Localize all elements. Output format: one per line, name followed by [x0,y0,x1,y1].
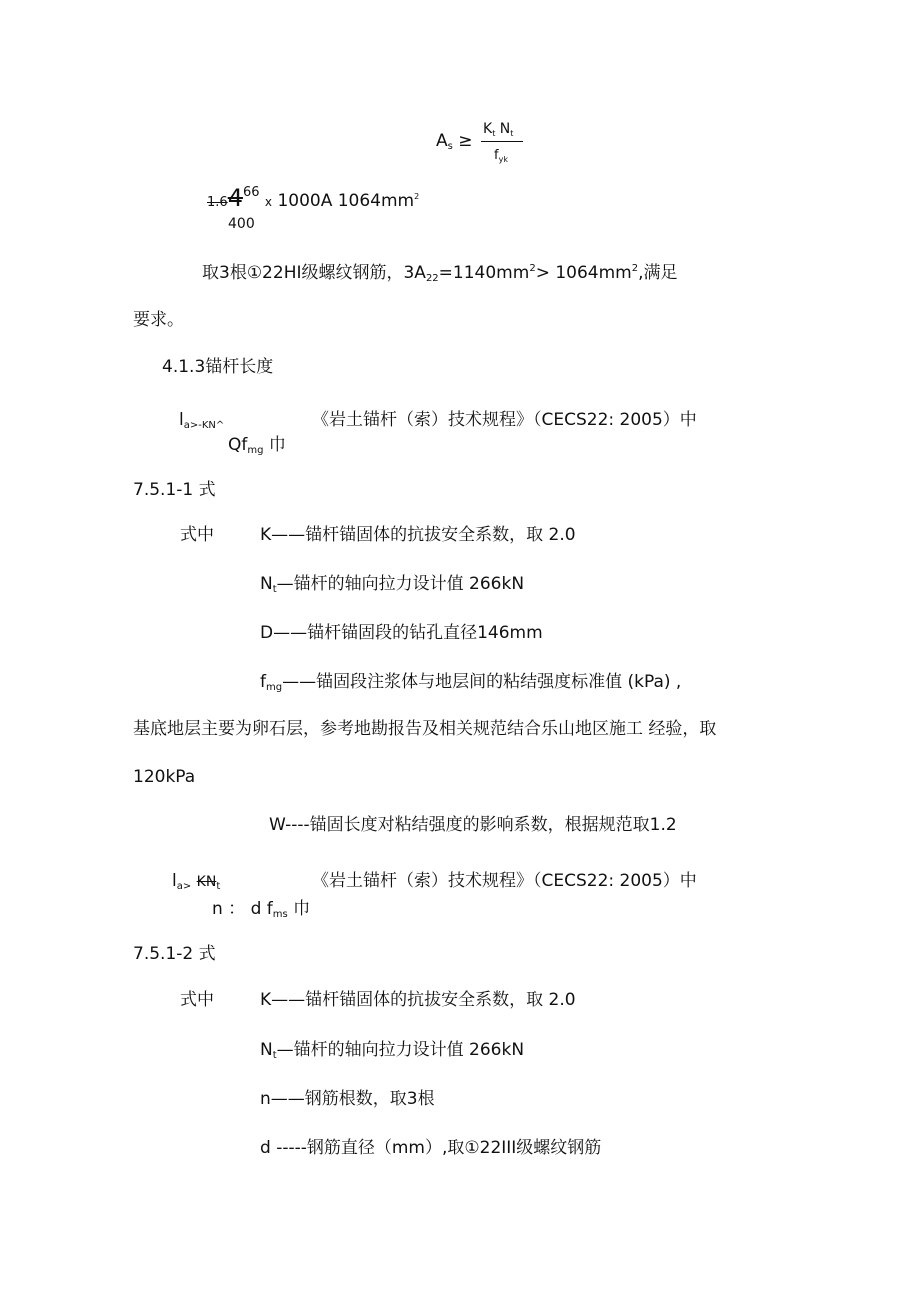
calc-sup2: 2 [414,192,420,201]
p1-sup1: 2 [529,263,536,274]
eq2-kn-sub: t [216,881,221,892]
defs1-cont: 基底地层主要为卵石层，参考地勘报告及相关规范结合乐山地区施工 经验，取 [133,719,717,739]
eq1-denominator [228,437,286,456]
eq2-l: l [172,871,177,891]
defs2-k: K——锚杆锚固体的抗拔安全系数，取 2.0 [260,990,576,1010]
paragraph-rebar-selection [202,264,678,284]
eq2-kn: KN [196,874,217,890]
numerator-k: K [483,121,493,137]
defs1-f-rest: ——锚固段注浆体与地层间的粘结强度标准值 (kPa) , [282,672,682,692]
calc-denominator: 400 [228,216,255,232]
calc-line [207,186,419,210]
p1-mid2: > 1064mm [535,263,632,283]
defs2-intro: 式中 [180,990,214,1010]
defs1-w: W----锚固长度对粘结强度的影响系数，根据规范取1.2 [269,815,677,835]
eq2-den-end: 巾 [287,899,311,919]
defs1-n-sub: t [272,584,277,595]
defs2-n-sub: t [272,1050,277,1061]
eq2-den-sub: ms [272,909,288,920]
p1-pre: 取3根①22HI级螺纹钢筋，3A [202,263,426,283]
formula-as-fraction-line [481,141,523,142]
defs1-f-main: f [260,672,266,692]
p1-end: ,满足 [638,263,678,283]
numerator-n: N [499,121,511,137]
formula-as-denominator [494,149,508,164]
defs1-f-sub: mg [266,682,283,693]
eq1-reference: 《岩土锚杆（索）技术规程》（CECS22: 2005）中 [312,410,697,430]
eq1-lhs [179,412,224,431]
defs1-n [260,576,524,595]
defs1-k: K——锚杆锚固体的抗拔安全系数，取 2.0 [260,525,576,545]
calc-coef: 1.6 [207,195,228,210]
defs2-n-rest: —锚杆的轴向拉力设计值 266kN [276,1040,525,1060]
p1-sub: 22 [425,273,439,284]
defs1-intro: 式中 [180,525,214,545]
calc-sup66: 66 [242,185,260,200]
eq1-l: l [179,410,184,430]
defs2-d: d -----钢筋直径（mm）,取①22III级螺纹钢筋 [260,1138,602,1158]
eq2-reference: 《岩土锚杆（索）技术规程》（CECS22: 2005）中 [312,871,697,891]
eq2-lhs [172,873,220,892]
formula-as [436,133,473,152]
calc-rest: 1000A 1064mm [277,191,415,211]
numerator-k-sub: t [492,129,496,138]
defs2-n [260,1042,524,1061]
eq2-denominator [212,901,310,920]
defs1-cont2: 120kPa [133,767,196,787]
formula-as-lhs-sub: s [447,141,453,152]
eq1-den-end: 巾 [263,435,286,455]
formula-as-numerator [483,122,513,138]
formula-as-lhs: A [436,131,448,151]
eq1-sub: a>-KN^ [183,420,225,431]
defs1-n-main: N [260,574,273,594]
numerator-n-sub: t [510,129,514,138]
section-heading-anchor-length: 4.1.3锚杆长度 [162,357,274,377]
eq2-den: n ： d f [212,899,273,919]
p1-mid: =1140mm [438,263,530,283]
defs2-n2: n——钢筋根数，取3根 [260,1089,435,1109]
eq1-den-sub: mg [247,445,264,456]
denominator-f-sub: yk [498,155,508,164]
eq2-sub: a> [176,881,192,892]
paragraph-rebar-selection-cont: 要求。 [133,310,184,330]
denominator-f: f [494,148,499,163]
defs1-n-rest: —锚杆的轴向拉力设计值 266kN [276,574,525,594]
defs2-n-main: N [260,1040,273,1060]
calc-big4: 4 [227,184,243,212]
formula-as-rel: ≥ [458,131,473,151]
defs1-f [260,674,681,693]
eq2-label: 7.5.1-2 式 [133,944,216,964]
eq1-den: Qf [228,435,248,455]
eq1-label: 7.5.1-1 式 [133,480,216,500]
calc-x: x [264,195,273,209]
defs1-d: D——锚杆锚固段的钻孔直径146mm [260,623,543,643]
p1-sup2: 2 [631,263,639,274]
